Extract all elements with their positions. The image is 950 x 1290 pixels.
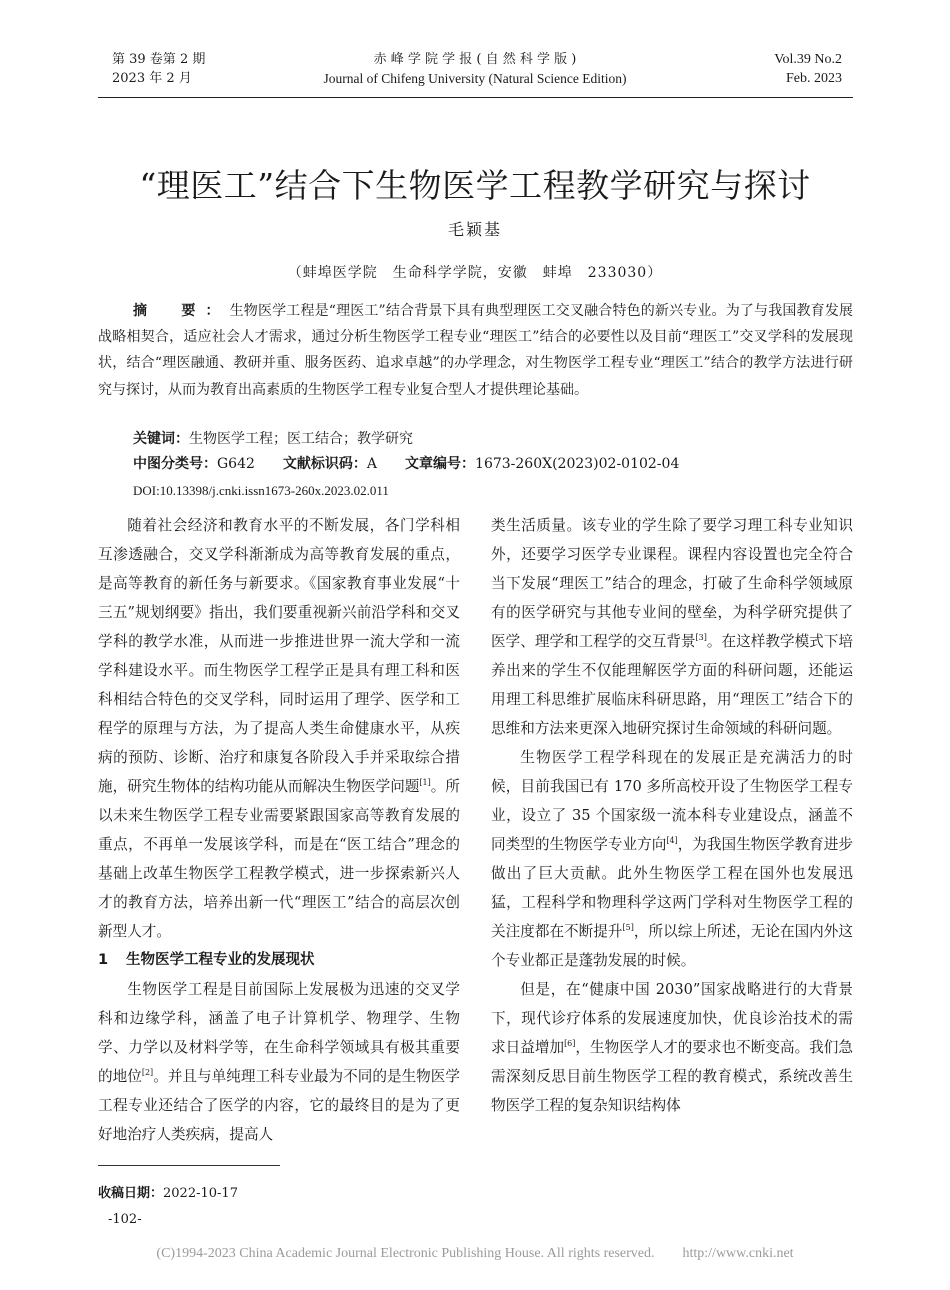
doc-label: 文献标识码：: [282, 456, 367, 472]
abstract-text: 生物医学工程是“理医工”结合背景下具有典型理医工交叉融合特色的新兴专业。为了与我国教育发展战略相契合，适应社会人才需求，通过分析生物医学工程专业“理医工”结合的必要性以及目前“理医工”交叉学科的发展现状，结合“理医融通、教研并重、服务医药、追求卓越”的办学理念，对生物医学工程专业“理医工”结合的教学方法进行研究与探讨，从而为教育出高素质的生物医学工程专业复合型人才提供理论基础。: [98, 303, 853, 398]
paragraph: 生物医学工程是目前国际上发展极为迅速的交叉学科和边缘学科，涵盖了电子计算机学、物理学、生物学、力学以及材料学等，在生命科学领域具有极其重要的地位[2]。并且与单纯理工科专业最为不同的是生物医学工程专业还结合了医学的内容，它的最终目的是为了更好地治疗人类疾病，提高人: [98, 981, 460, 1143]
volume-issue: 第 39 卷第 2 期: [112, 52, 206, 67]
article-title: “理医工”结合下生物医学工程教学研究与探讨: [139, 166, 811, 205]
section-title: 生物医学工程专业的发展现状: [126, 952, 315, 968]
clc-value: G642: [217, 456, 255, 472]
vol-en: Vol.39 No.2: [774, 52, 842, 67]
clc-label: 中图分类号：: [133, 456, 217, 472]
citation[interactable]: [2]: [141, 1068, 154, 1078]
paragraph: 类生活质量。该专业的学生除了要学习理工科专业知识外，还要学习医学专业课程。课程内容设置也完全符合当下发展“理医工”结合的理念，打破了生命科学领域原有的医学研究与其他专业间的壁垒，为科学研究提供了医学、理学和工程学的交互背景[3]。在这样教学模式下培养出来的学生不仅能理解医学方面的科研问题，还能运用理工科思维扩展临床科研思路，用“理医工”结合下的思维和方法来更深入地研究探讨生命领域的科研问题。: [491, 517, 853, 737]
received-value: 2022-10-17: [163, 1186, 238, 1201]
article-value: 1673-260X(2023)02-0102-04: [475, 456, 680, 472]
header-center: [300, 50, 650, 88]
page-number: -102-: [108, 1212, 142, 1227]
citation[interactable]: [1]: [419, 778, 431, 788]
article-label: 文章编号：: [405, 456, 476, 472]
received-label: 收稿日期：: [98, 1186, 164, 1201]
affiliation: （蚌埠医学院 生命科学学院，安徽 蚌埠 233030）: [287, 265, 663, 281]
body-right-column: [491, 511, 853, 1120]
citation[interactable]: [4]: [666, 836, 678, 846]
citation[interactable]: [3]: [695, 633, 707, 643]
abstract-label: 摘 要：: [133, 303, 230, 319]
date-en: Feb. 2023: [786, 71, 842, 86]
journal-cn: 赤 峰 学 院 学 报 ( 自 然 科 学 版 ): [373, 52, 577, 67]
section-heading: [98, 946, 460, 975]
doi: DOI:10.13398/j.cnki.issn1673-260x.2023.02.011: [133, 483, 389, 498]
cnki-watermark: (C)1994-2023 China Academic Journal Electronic Publishing House. All rights reserved. http://www.cnki.net: [156, 1246, 794, 1261]
author: 毛颖基: [447, 220, 502, 239]
section-number: 1: [98, 952, 109, 968]
journal-en: Journal of Chifeng University (Natural Science Edition): [323, 71, 627, 86]
body-left-column: [98, 511, 460, 1149]
keywords: [133, 429, 413, 449]
header-rule: [98, 97, 853, 98]
paragraph: 生物医学工程学科现在的发展正是充满活力的时候，目前我国已有 170 多所高校开设了生物医学工程专业，设立了 35 个国家级一流本科专业建设点，涵盖不同类型的生物医学专业方向[4]，为我国生物医学教育进步做出了巨大贡献。此外生物医学工程在国外也发展迅猛，工程科学和物理科学这两门学科对生物医学工程的关注度都在不断提升[5]，所以综上所述，无论在国内外这个专业都正是蓬勃发展的时候。: [491, 749, 853, 969]
classification: [133, 454, 679, 474]
header-left: [112, 50, 205, 88]
keywords-text: 生物医学工程；医工结合；教学研究: [189, 431, 413, 447]
paragraph: 随着社会经济和教育水平的不断发展，各门学科相互渗透融合，交叉学科渐渐成为高等教育发展的重点，是高等教育的新任务与新要求。《国家教育事业发展“十三五”规划纲要》指出，我们要重视新兴前沿学科和交叉学科的教学水准，从而进一步推进世界一流大学和一流学科建设水平。而生物医学工程学正是具有理工科和医科相结合特色的交叉学科，同时运用了理学、医学和工程学的原理与方法，为了提高人类生命健康水平，从疾病的预防、诊断、治疗和康复各阶段入手并采取综合措施，研究生物体的结构功能从而解决生物医学问题[1]。所以未来生物医学工程专业需要紧跟国家高等教育发展的重点，不再单一发展该学科，而是在“医工结合”理念的基础上改革生物医学工程教学模式，进一步探索新兴人才的教育方法，培养出新一代“理医工”结合的高层次创新型人才。: [98, 517, 460, 940]
paragraph: 但是，在“健康中国 2030”国家战略进行的大背景下，现代诊疗体系的发展速度加快，优良诊治技术的需求日益增加[6]，生物医学人才的要求也不断变高。我们急需深刻反思目前生物医学工程的教育模式，系统改善生物医学工程的复杂知识结构体: [491, 981, 853, 1114]
footnote-rule: [98, 1165, 280, 1166]
keywords-label: 关键词：: [133, 431, 189, 447]
date-cn: 2023 年 2 月: [112, 71, 192, 86]
header-right: [774, 50, 842, 88]
received-date: [98, 1182, 238, 1201]
citation[interactable]: [5]: [622, 923, 634, 933]
abstract: [98, 298, 853, 403]
citation[interactable]: [6]: [564, 1039, 576, 1049]
doc-value: A: [366, 456, 378, 472]
